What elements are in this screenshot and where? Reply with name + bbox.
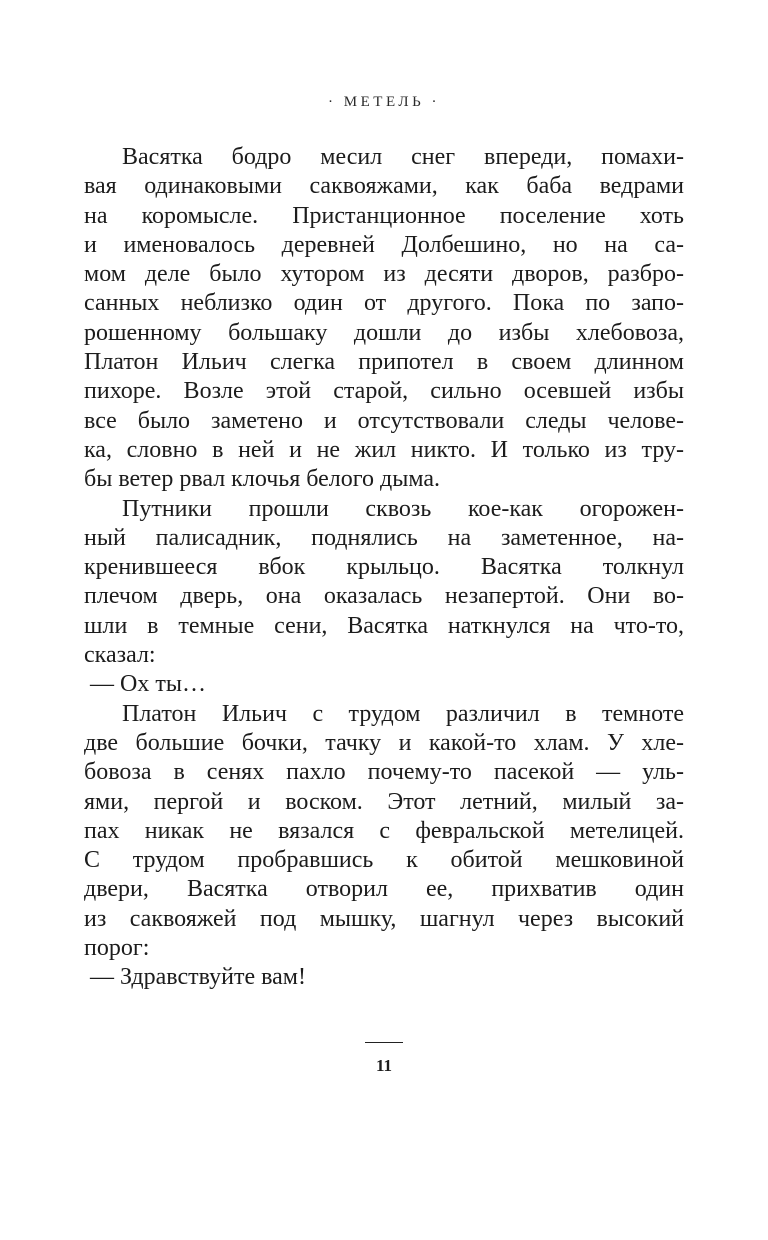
text-line: Путники прошли сквозь кое-как огорожен-: [122, 495, 684, 522]
text-line: — Здравствуйте вам!: [90, 964, 306, 991]
text-line: шли в темные сени, Васятка наткнулся на что-то,: [84, 612, 684, 639]
text-line: пах никак не вязался с февральской метелицей.: [84, 817, 684, 844]
text-line: рошенному большаку дошли до избы хлебовоза,: [84, 319, 684, 346]
text-line: ями, пергой и воском. Этот летний, милый за-: [84, 788, 684, 815]
text-line: С трудом пробравшись к обитой мешковиной: [84, 847, 684, 874]
text-line: двери, Васятка отворил ее, прихватив один: [84, 876, 684, 903]
text-line: из саквояжей под мышку, шагнул через высокий: [84, 905, 684, 932]
text-line: — Ох ты…: [90, 671, 206, 698]
text-line: две большие бочки, тачку и какой-то хлам. У хле-: [84, 729, 684, 756]
text-block: [84, 143, 684, 993]
page-number: 11: [375, 1056, 393, 1075]
text-line: вая одинаковыми саквояжами, как баба ведрами: [84, 173, 684, 200]
text-line: мом деле было хутором из десяти дворов, разбро-: [84, 261, 684, 288]
text-line: порог:: [84, 935, 150, 962]
paragraph: [84, 495, 684, 671]
text-line: бовоза в сенях пахло почему-то пасекой — уль-: [84, 759, 684, 786]
text-line: на коромысле. Пристанционное поселение хоть: [84, 202, 684, 229]
paragraph: [84, 143, 684, 495]
text-line: пихоре. Возле этой старой, сильно осевшей избы: [84, 378, 684, 405]
footer-rule: [365, 1042, 403, 1043]
running-head-title: · МЕТЕЛЬ ·: [328, 94, 440, 110]
text-line: ный палисадник, поднялись на заметенное, на-: [84, 524, 684, 551]
text-line: плечом дверь, она оказалась незапертой. Они во-: [84, 583, 684, 610]
text-line: ка, словно в ней и не жил никто. И только из тру-: [84, 436, 684, 463]
text-line: все было заметено и отсутствовали следы челове-: [84, 407, 684, 434]
text-line: санных неблизко один от другого. Пока по запо-: [84, 290, 684, 317]
paragraph: [84, 700, 684, 964]
text-line: Васятка бодро месил снег впереди, помахи-: [122, 144, 684, 170]
text-line: кренившееся вбок крыльцо. Васятка толкнул: [84, 554, 684, 581]
dialogue-paragraph: [84, 670, 684, 699]
text-line: Платон Ильич с трудом различил в темноте: [122, 700, 684, 727]
text-line: и именовалось деревней Долбешино, но на са-: [84, 231, 684, 258]
text-line: Платон Ильич слегка припотел в своем длинном: [84, 349, 684, 376]
text-line: сказал:: [84, 642, 156, 669]
dialogue-paragraph: [84, 963, 684, 992]
text-line: бы ветер рвал клочья белого дыма.: [84, 466, 441, 493]
